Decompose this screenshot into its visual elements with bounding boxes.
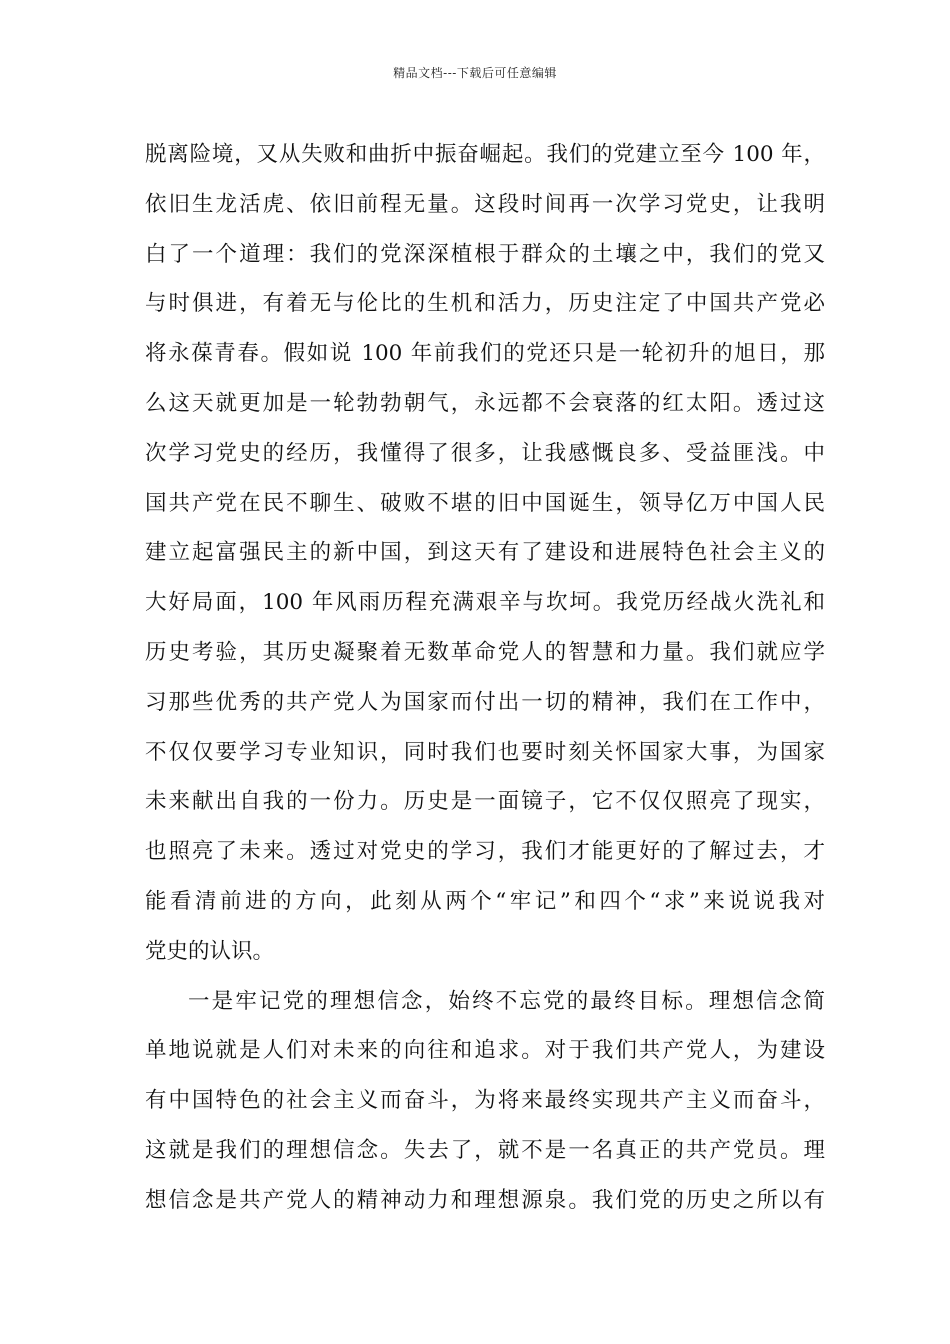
text-line: 不仅仅要学习专业知识，同时我们也要时刻关怀国家大事，为国家	[145, 739, 825, 765]
text-line: 这就是我们的理想信念。失去了，就不是一名真正的共产党员。理	[145, 1137, 825, 1163]
text-line: 想信念是共产党人的精神动力和理想源泉。我们党的历史之所以有	[145, 1187, 825, 1213]
text-line: 次学习党史的经历，我懂得了很多，让我感慨良多、受益匪浅。中	[145, 440, 825, 466]
text-line: 习那些优秀的共产党人为国家而付出一切的精神，我们在工作中，	[145, 689, 825, 715]
text-line: 脱离险境，又从失败和曲折中振奋崛起。我们的党建立至今 100 年，	[145, 142, 825, 167]
paragraph	[145, 977, 825, 1226]
text-line: 历史考验，其历史凝聚着无数革命党人的智慧和力量。我们就应学	[145, 639, 825, 665]
page-header-note: 精品文档---下载后可任意编辑	[393, 66, 557, 80]
text-line: 建立起富强民主的新中国，到这天有了建设和进展特色社会主义的	[145, 540, 825, 566]
text-line: 依旧生龙活虎、依旧前程无量。这段时间再一次学习党史，让我明	[145, 191, 825, 217]
text-line: 白了一个道理：我们的党深深植根于群众的土壤之中，我们的党又	[145, 241, 825, 267]
text-line: 有中国特色的社会主义而奋斗，为将来最终实现共产主义而奋斗，	[145, 1088, 825, 1114]
text-line: 党史的认识。	[145, 938, 275, 964]
text-line: 未来献出自我的一份力。历史是一面镜子，它不仅仅照亮了现实，	[145, 789, 825, 815]
text-line: 与时俱进，有着无与伦比的生机和活力，历史注定了中国共产党必	[145, 291, 825, 317]
text-line: 也照亮了未来。透过对党史的学习，我们才能更好的了解过去，才	[145, 839, 825, 865]
paragraph	[145, 130, 825, 977]
text-line: 国共产党在民不聊生、破败不堪的旧中国诞生，领导亿万中国人民	[145, 490, 825, 516]
text-line: 能看清前进的方向，此刻从两个“牢记”和四个“求”来说说我对	[145, 888, 825, 914]
text-line: 么这天就更加是一轮勃勃朝气，永远都不会衰落的红太阳。透过这	[145, 390, 825, 416]
text-line: 将永葆青春。假如说 100 年前我们的党还只是一轮初升的旭日，那	[145, 341, 825, 367]
text-line: 单地说就是人们对未来的向往和追求。对于我们共产党人，为建设	[145, 1038, 825, 1064]
document-body	[145, 130, 825, 1226]
text-line: 一是牢记党的理想信念，始终不忘党的最终目标。理想信念简	[188, 988, 825, 1014]
text-line: 大好局面，100 年风雨历程充满艰辛与坎坷。我党历经战火洗礼和	[145, 590, 825, 616]
